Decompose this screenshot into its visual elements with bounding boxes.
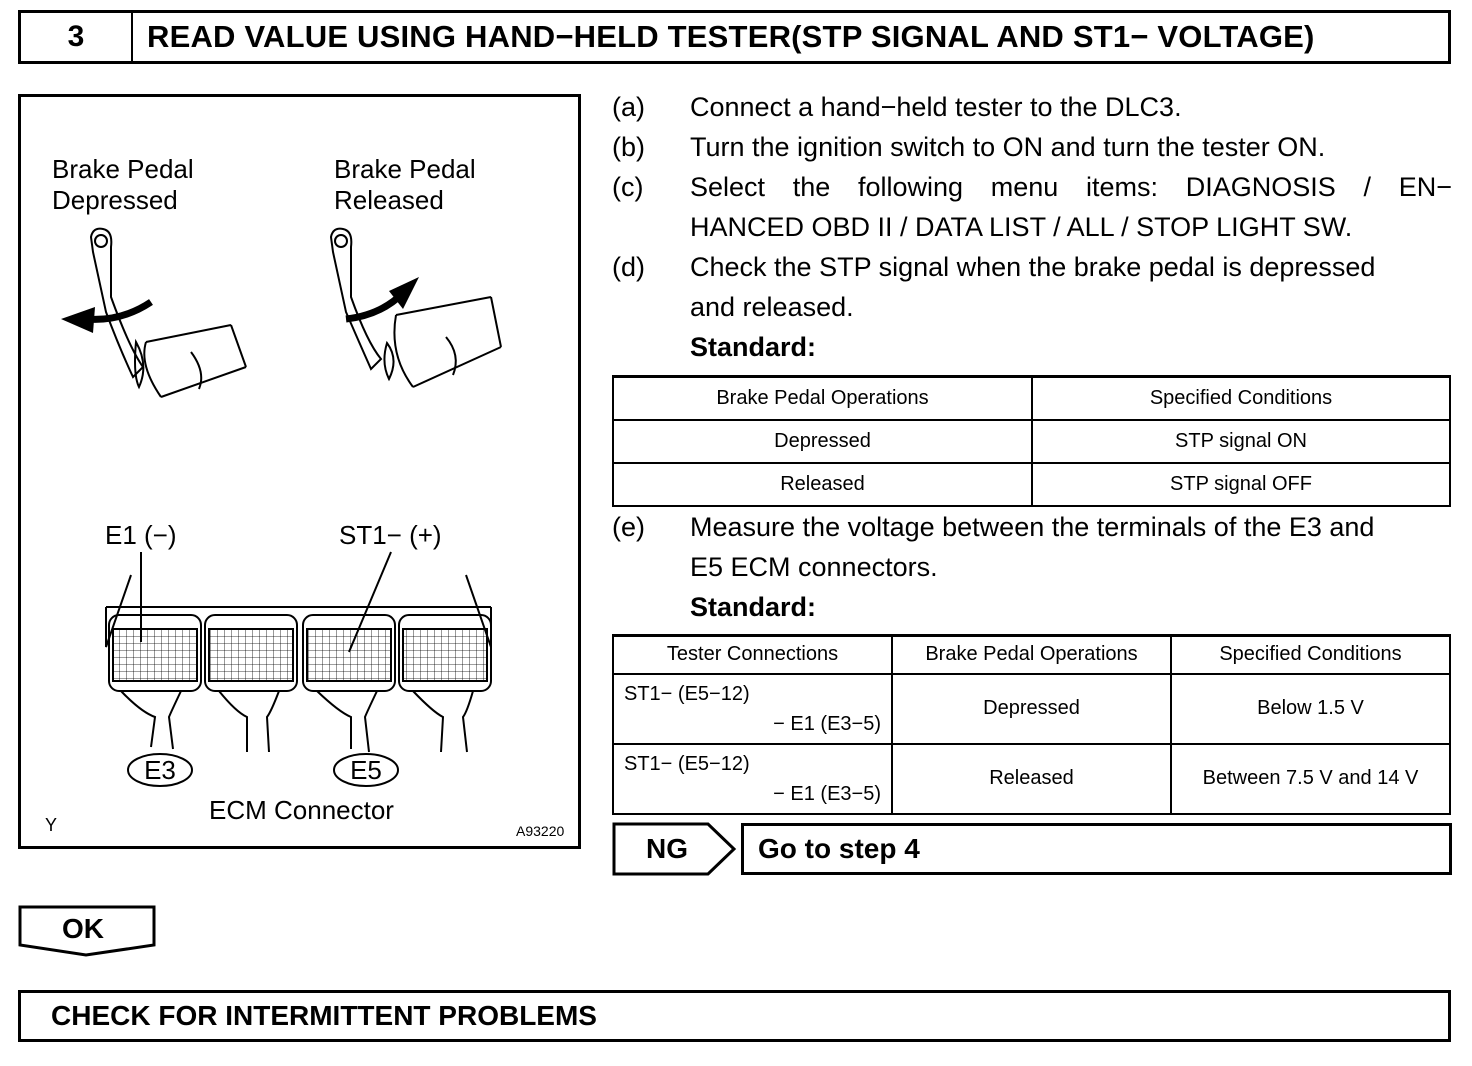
step-header: [18, 10, 1451, 64]
pedal-released-drawing: [331, 229, 501, 387]
table2-cell: Below 1.5 V: [1171, 674, 1450, 744]
instructions-a-d: [612, 87, 1452, 367]
step-e: (e) Measure the voltage between the terminals of the E3 and E5 ECM connectors. Standard:: [612, 507, 1452, 627]
brake-ecm-illustration: [18, 94, 581, 849]
table2-cell: Released: [892, 744, 1171, 814]
step-title: READ VALUE USING HAND−HELD TESTER(STP SIGNAL AND ST1− VOLTAGE): [147, 19, 1315, 54]
connection-to: − E1 (E3−5): [773, 782, 881, 805]
connection-from: ST1− (E5−12): [624, 752, 750, 775]
ng-label: NG: [646, 833, 688, 864]
standard-label-2: Standard:: [690, 592, 817, 622]
st1-voltage-table: [612, 634, 1451, 815]
table-row: [613, 463, 1450, 506]
depressed-label: Brake Pedal Depressed: [52, 154, 194, 215]
corner-mark: Y: [45, 815, 58, 835]
e1-terminal-label: E1 (−): [105, 520, 177, 550]
ecm-connector-drawing: [106, 552, 491, 786]
table2-header: Tester Connections: [613, 636, 892, 674]
table-row: [613, 420, 1450, 463]
table1-cell: STP signal OFF: [1032, 463, 1450, 506]
table2-header: Brake Pedal Operations: [892, 636, 1171, 674]
connection-from: ST1− (E5−12): [624, 682, 750, 705]
standard-label-1: Standard:: [690, 332, 817, 362]
ng-action-box: Go to step 4: [741, 823, 1452, 875]
connector-e3-label: E3: [144, 755, 176, 785]
table1-header: Brake Pedal Operations: [613, 377, 1032, 420]
table2-cell: Between 7.5 V and 14 V: [1171, 744, 1450, 814]
table-row: [613, 674, 1450, 744]
instruction-e: [612, 507, 1452, 627]
st1-terminal-label: ST1− (+): [339, 520, 442, 550]
table2-header: Specified Conditions: [1171, 636, 1450, 674]
arrow-depressed-drawing: [61, 302, 151, 333]
step-c: (c) Select the following menu items: DIAGNOSIS / EN− HANCED OBD II / DATA LIST / ALL / STOP LIGHT SW.: [612, 172, 1452, 242]
table-row: [613, 744, 1450, 814]
step-number: 3: [21, 13, 133, 61]
table1-cell: Depressed: [613, 420, 1032, 463]
table2-cell: Depressed: [892, 674, 1171, 744]
connector-e5-label: E5: [350, 755, 382, 785]
next-step-box: CHECK FOR INTERMITTENT PROBLEMS: [18, 990, 1451, 1042]
released-label: Brake Pedal Released: [334, 154, 476, 215]
figure-caption: ECM Connector: [209, 795, 394, 825]
stp-signal-table: [612, 375, 1451, 507]
table1-header: Specified Conditions: [1032, 377, 1450, 420]
ng-arrow: [612, 822, 737, 876]
ok-label: OK: [62, 913, 104, 944]
pedal-depressed-drawing: [91, 229, 246, 397]
step-b: (b) Turn the ignition switch to ON and turn the tester ON.: [612, 132, 1326, 162]
step-a: (a) Connect a hand−held tester to the DLC3.: [612, 92, 1182, 122]
figure-id: A93220: [516, 823, 565, 839]
table1-cell: Released: [613, 463, 1032, 506]
step-d: (d) Check the STP signal when the brake pedal is depressed and released. Standard:: [612, 247, 1452, 367]
table1-cell: STP signal ON: [1032, 420, 1450, 463]
connection-to: − E1 (E3−5): [773, 712, 881, 735]
ok-arrow: [18, 905, 156, 957]
illustration-drawing: [21, 97, 578, 846]
